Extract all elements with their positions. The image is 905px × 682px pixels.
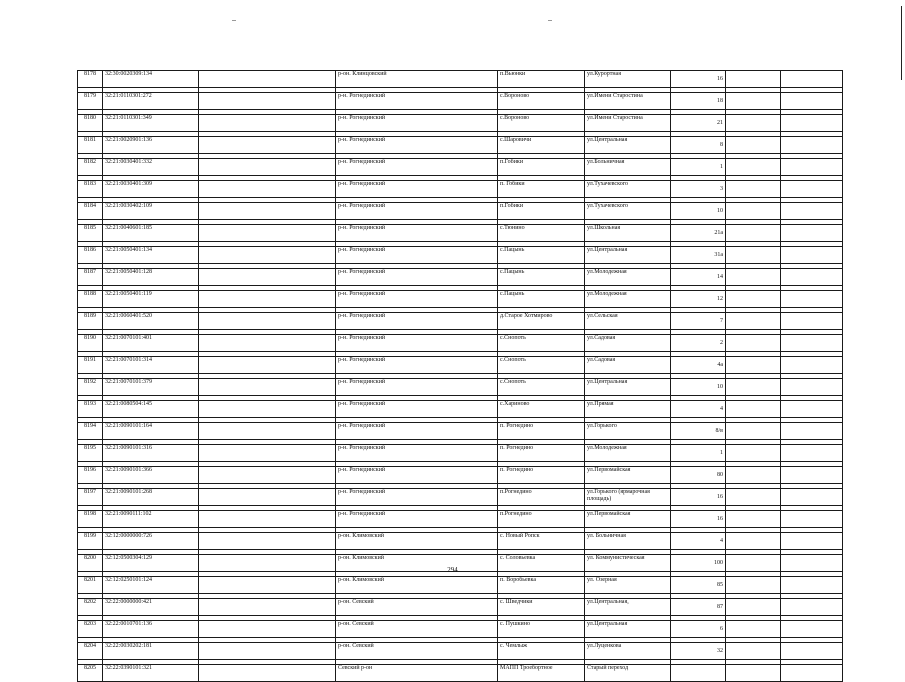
empty-cell [781,643,843,660]
locality-cell: п.Вьюнки [498,71,585,88]
page-edge-mark [901,6,902,80]
empty-cell [199,445,336,462]
house-number-cell: 7 [671,313,726,330]
street-cell: ул. Больничная [585,533,671,550]
empty-cell [781,489,843,506]
empty-cell [781,379,843,396]
cadastral-number: 32:21:0090101:164 [103,423,199,440]
registry-rows [78,71,843,682]
cadastral-number: 32:21:0080504:145 [103,401,199,418]
empty-cell [199,423,336,440]
locality-cell: с.Снопоть [498,357,585,374]
house-number-cell: 16 [671,489,726,506]
table-row [78,577,843,594]
cadastral-number: 32:21:0070101:314 [103,357,199,374]
empty-cell [726,203,781,220]
row-number: 8178 [78,71,103,88]
empty-cell [726,445,781,462]
empty-cell [199,401,336,418]
empty-cell [781,335,843,352]
table-row [78,401,843,418]
empty-cell [199,247,336,264]
row-number: 8202 [78,599,103,616]
empty-cell [199,643,336,660]
street-cell: ул.Имени Старостина [585,115,671,132]
house-number-cell: 14 [671,269,726,286]
table-row [78,181,843,198]
district-cell: р-он. Климовский [336,555,498,572]
row-number: 8186 [78,247,103,264]
row-number: 8179 [78,93,103,110]
district-cell: р-н. Рогнединский [336,357,498,374]
street-cell: ул.Первомайская [585,467,671,484]
street-cell: ул.Имени Старостина [585,93,671,110]
street-cell: ул.Центральная [585,137,671,154]
house-number-cell: 3 [671,181,726,198]
house-number-cell: 87 [671,599,726,616]
house-number-cell: 18 [671,93,726,110]
house-number-cell: 4 [671,401,726,418]
empty-cell [199,335,336,352]
empty-cell [781,159,843,176]
empty-cell [726,643,781,660]
empty-cell [726,599,781,616]
empty-cell [726,665,781,682]
table-row [78,291,843,308]
empty-cell [726,93,781,110]
cadastral-number: 32:21:0030401:309 [103,181,199,198]
house-number-cell: 10 [671,379,726,396]
row-number: 8198 [78,511,103,528]
scan-mark-right [548,20,552,21]
locality-cell: п. Гобики [498,181,585,198]
house-number-cell: 10 [671,203,726,220]
cadastral-number: 32:21:0090101:268 [103,489,199,506]
district-cell: р-н. Рогнединский [336,511,498,528]
table-row [78,203,843,220]
district-cell: р-н. Рогнединский [336,379,498,396]
cadastral-number: 32:21:0090111:102 [103,511,199,528]
street-cell: ул.Садовая [585,357,671,374]
street-cell: ул.Центральная [585,247,671,264]
district-cell: р-он. Севский [336,621,498,638]
district-cell: р-он. Севский [336,599,498,616]
cadastral-number: 32:21:0060401:520 [103,313,199,330]
cadastral-number: 32:21:0050401:128 [103,269,199,286]
empty-cell [781,225,843,242]
locality-cell: МАПП Троебортное [498,665,585,682]
table-row [78,93,843,110]
house-number-cell: 16 [671,71,726,88]
empty-cell [781,577,843,594]
empty-cell [726,511,781,528]
table-row [78,533,843,550]
row-number: 8201 [78,577,103,594]
row-number: 8185 [78,225,103,242]
table-row [78,379,843,396]
empty-cell [726,621,781,638]
empty-cell [781,313,843,330]
district-cell: р-н. Рогнединский [336,247,498,264]
empty-cell [726,489,781,506]
house-number-cell: 21а [671,225,726,242]
locality-cell: п. Рогнедино [498,445,585,462]
district-cell: р-н. Рогнединский [336,203,498,220]
empty-cell [199,467,336,484]
locality-cell: п.Гобики [498,159,585,176]
empty-cell [199,225,336,242]
locality-cell: с. Новый Ропск [498,533,585,550]
empty-cell [199,665,336,682]
table-row [78,313,843,330]
house-number-cell: 4а [671,357,726,374]
house-number-cell [671,665,726,682]
row-number: 8192 [78,379,103,396]
street-cell: ул.Центральная [585,379,671,396]
empty-cell [726,357,781,374]
district-cell: р-н. Рогнединский [336,467,498,484]
cadastral-number: 32:21:0070101:379 [103,379,199,396]
row-number: 8204 [78,643,103,660]
table-row [78,423,843,440]
empty-cell [726,181,781,198]
cadastral-number: 32:21:0020901:136 [103,137,199,154]
house-number-cell: 80 [671,467,726,484]
district-cell: р-н. Рогнединский [336,489,498,506]
empty-cell [199,577,336,594]
cadastral-number: 32:22:0000000:421 [103,599,199,616]
row-number: 8187 [78,269,103,286]
table-row [78,269,843,286]
row-number: 8181 [78,137,103,154]
row-number: 8197 [78,489,103,506]
empty-cell [781,269,843,286]
row-number: 8205 [78,665,103,682]
locality-cell: с.Снопоть [498,335,585,352]
empty-cell [781,247,843,264]
cadastral-number: 32:21:0070101:401 [103,335,199,352]
empty-cell [199,203,336,220]
street-cell: ул.Молодежная [585,445,671,462]
cadastral-number: 32:21:0050401:119 [103,291,199,308]
empty-cell [726,313,781,330]
street-cell: ул. Коммунистическая [585,555,671,572]
empty-cell [726,401,781,418]
empty-cell [781,445,843,462]
locality-cell: с.Пацынь [498,247,585,264]
locality-cell: с. Чемлыж [498,643,585,660]
district-cell: р-он. Климовский [336,577,498,594]
district-cell: р-н. Рогнединский [336,291,498,308]
empty-cell [199,533,336,550]
empty-cell [726,379,781,396]
cadastral-number: 32:21:0110301:272 [103,93,199,110]
table-row [78,445,843,462]
street-cell: ул.Первомайская [585,511,671,528]
district-cell: р-он. Севский [336,643,498,660]
empty-cell [726,291,781,308]
street-cell: ул.Больничная [585,159,671,176]
property-registry-table [77,70,843,682]
row-number: 8191 [78,357,103,374]
empty-cell [199,159,336,176]
street-cell: ул.Тухачевского [585,203,671,220]
empty-cell [726,533,781,550]
street-cell: ул.Сельская [585,313,671,330]
street-cell: ул.Школьная [585,225,671,242]
house-number-cell: 85 [671,577,726,594]
table-row [78,137,843,154]
locality-cell: п.Рогнедино [498,511,585,528]
house-number-cell: 2 [671,335,726,352]
empty-cell [199,313,336,330]
empty-cell [781,511,843,528]
cadastral-number: 32:12:0500304:129 [103,555,199,572]
empty-cell [199,269,336,286]
row-number: 8189 [78,313,103,330]
locality-cell: с.Хариново [498,401,585,418]
locality-cell: с.Пацынь [498,291,585,308]
row-number: 8180 [78,115,103,132]
street-cell: ул.Луценкова [585,643,671,660]
house-number-cell: 6 [671,621,726,638]
house-number-cell: 100 [671,555,726,572]
empty-cell [781,621,843,638]
district-cell: р-н. Рогнединский [336,269,498,286]
empty-cell [781,401,843,418]
table-row [78,621,843,638]
empty-cell [199,621,336,638]
district-cell: р-н. Рогнединский [336,445,498,462]
empty-cell [726,115,781,132]
empty-cell [726,225,781,242]
locality-cell: п.Гобики [498,203,585,220]
empty-cell [726,137,781,154]
locality-cell: с.Тюнино [498,225,585,242]
empty-cell [199,71,336,88]
street-cell: ул.Горького (ярмарочная площадь) [585,489,671,506]
empty-cell [199,379,336,396]
row-number: 8199 [78,533,103,550]
cadastral-number: 32:21:0030402:109 [103,203,199,220]
table-row [78,247,843,264]
cadastral-number: 32:21:0030401:332 [103,159,199,176]
row-number: 8193 [78,401,103,418]
cadastral-number: 32:30:0020309:134 [103,71,199,88]
empty-cell [781,357,843,374]
empty-cell [199,357,336,374]
table-row [78,335,843,352]
street-cell: Старый переход [585,665,671,682]
empty-cell [781,115,843,132]
street-cell: ул.Курортная [585,71,671,88]
street-cell: ул.Молодежная [585,291,671,308]
empty-cell [199,489,336,506]
street-cell: ул.Прямая [585,401,671,418]
cadastral-number: 32:22:0010701:136 [103,621,199,638]
empty-cell [726,159,781,176]
locality-cell: п. Рогнедино [498,467,585,484]
row-number: 8194 [78,423,103,440]
locality-cell: с.Снопоть [498,379,585,396]
empty-cell [199,291,336,308]
cadastral-number: 32:12:0000000:726 [103,533,199,550]
table-row [78,225,843,242]
street-cell: ул. Озерная [585,577,671,594]
district-cell: р-н. Рогнединский [336,137,498,154]
district-cell: р-н. Рогнединский [336,93,498,110]
locality-cell: п. Рогнедино [498,423,585,440]
locality-cell: п.Рогнедино [498,489,585,506]
cadastral-number: 32:12:0250101:124 [103,577,199,594]
table-row [78,357,843,374]
empty-cell [781,533,843,550]
street-cell: ул.Горького [585,423,671,440]
district-cell: р-н. Рогнединский [336,313,498,330]
district-cell: р-н. Рогнединский [336,181,498,198]
district-cell: р-н. Рогнединский [336,401,498,418]
district-cell: р-н. Рогнединский [336,335,498,352]
house-number-cell: 8 [671,137,726,154]
district-cell: р-н. Рогнединский [336,159,498,176]
row-number: 8203 [78,621,103,638]
empty-cell [726,423,781,440]
empty-cell [726,269,781,286]
locality-cell: с.Вороново [498,93,585,110]
row-number: 8182 [78,159,103,176]
table-row [78,599,843,616]
row-number: 8183 [78,181,103,198]
empty-cell [199,93,336,110]
empty-cell [199,511,336,528]
empty-cell [199,181,336,198]
table-row [78,511,843,528]
empty-cell [726,247,781,264]
table-row [78,643,843,660]
street-cell: ул.Молодежная [585,269,671,286]
locality-cell: с. Пушкино [498,621,585,638]
cadastral-number: 32:21:0090101:366 [103,467,199,484]
district-cell: Севский р-он [336,665,498,682]
cadastral-number: 32:21:0090101:316 [103,445,199,462]
locality-cell: с.Вороново [498,115,585,132]
row-number: 8196 [78,467,103,484]
empty-cell [781,291,843,308]
locality-cell: с.Шаровичи [498,137,585,154]
locality-cell: д.Старое Хотмирово [498,313,585,330]
cadastral-number: 32:21:0040601:185 [103,225,199,242]
empty-cell [726,467,781,484]
locality-cell: с.Пацынь [498,269,585,286]
table-row [78,115,843,132]
district-cell: р-н. Рогнединский [336,225,498,242]
empty-cell [781,665,843,682]
empty-cell [199,137,336,154]
street-cell: ул.Центральная [585,621,671,638]
empty-cell [781,599,843,616]
table-row [78,71,843,88]
table-row [78,159,843,176]
empty-cell [726,335,781,352]
empty-cell [781,181,843,198]
empty-cell [781,203,843,220]
empty-cell [781,423,843,440]
empty-cell [781,71,843,88]
house-number-cell: 31а [671,247,726,264]
table-row [78,467,843,484]
house-number-cell: 1 [671,159,726,176]
row-number: 8184 [78,203,103,220]
street-cell: ул.Центральная, [585,599,671,616]
house-number-cell: 8/в [671,423,726,440]
locality-cell: с. Соловьевка [498,555,585,572]
empty-cell [781,93,843,110]
house-number-cell: 32 [671,643,726,660]
locality-cell: п. Воробьевка [498,577,585,594]
cadastral-number: 32:22:0030202:181 [103,643,199,660]
empty-cell [726,71,781,88]
empty-cell [199,599,336,616]
empty-cell [781,137,843,154]
house-number-cell: 12 [671,291,726,308]
page-number: 294 [447,566,458,574]
house-number-cell: 21 [671,115,726,132]
row-number: 8200 [78,555,103,572]
street-cell: ул.Садовая [585,335,671,352]
table-row [78,665,843,682]
row-number: 8195 [78,445,103,462]
house-number-cell: 16 [671,511,726,528]
table-row [78,489,843,506]
empty-cell [199,115,336,132]
district-cell: р-он. Клинцовский [336,71,498,88]
locality-cell: с. Шведчики [498,599,585,616]
district-cell: р-он. Климовский [336,533,498,550]
empty-cell [781,467,843,484]
scan-mark-left [232,20,236,21]
cadastral-number: 32:21:0050401:134 [103,247,199,264]
district-cell: р-н. Рогнединский [336,115,498,132]
house-number-cell: 4 [671,533,726,550]
row-number: 8190 [78,335,103,352]
row-number: 8188 [78,291,103,308]
street-cell: ул.Тухачевского [585,181,671,198]
cadastral-number: 32:22:0390101:321 [103,665,199,682]
empty-cell [726,577,781,594]
cadastral-number: 32:21:0110301:349 [103,115,199,132]
district-cell: р-н. Рогнединский [336,423,498,440]
house-number-cell: 1 [671,445,726,462]
